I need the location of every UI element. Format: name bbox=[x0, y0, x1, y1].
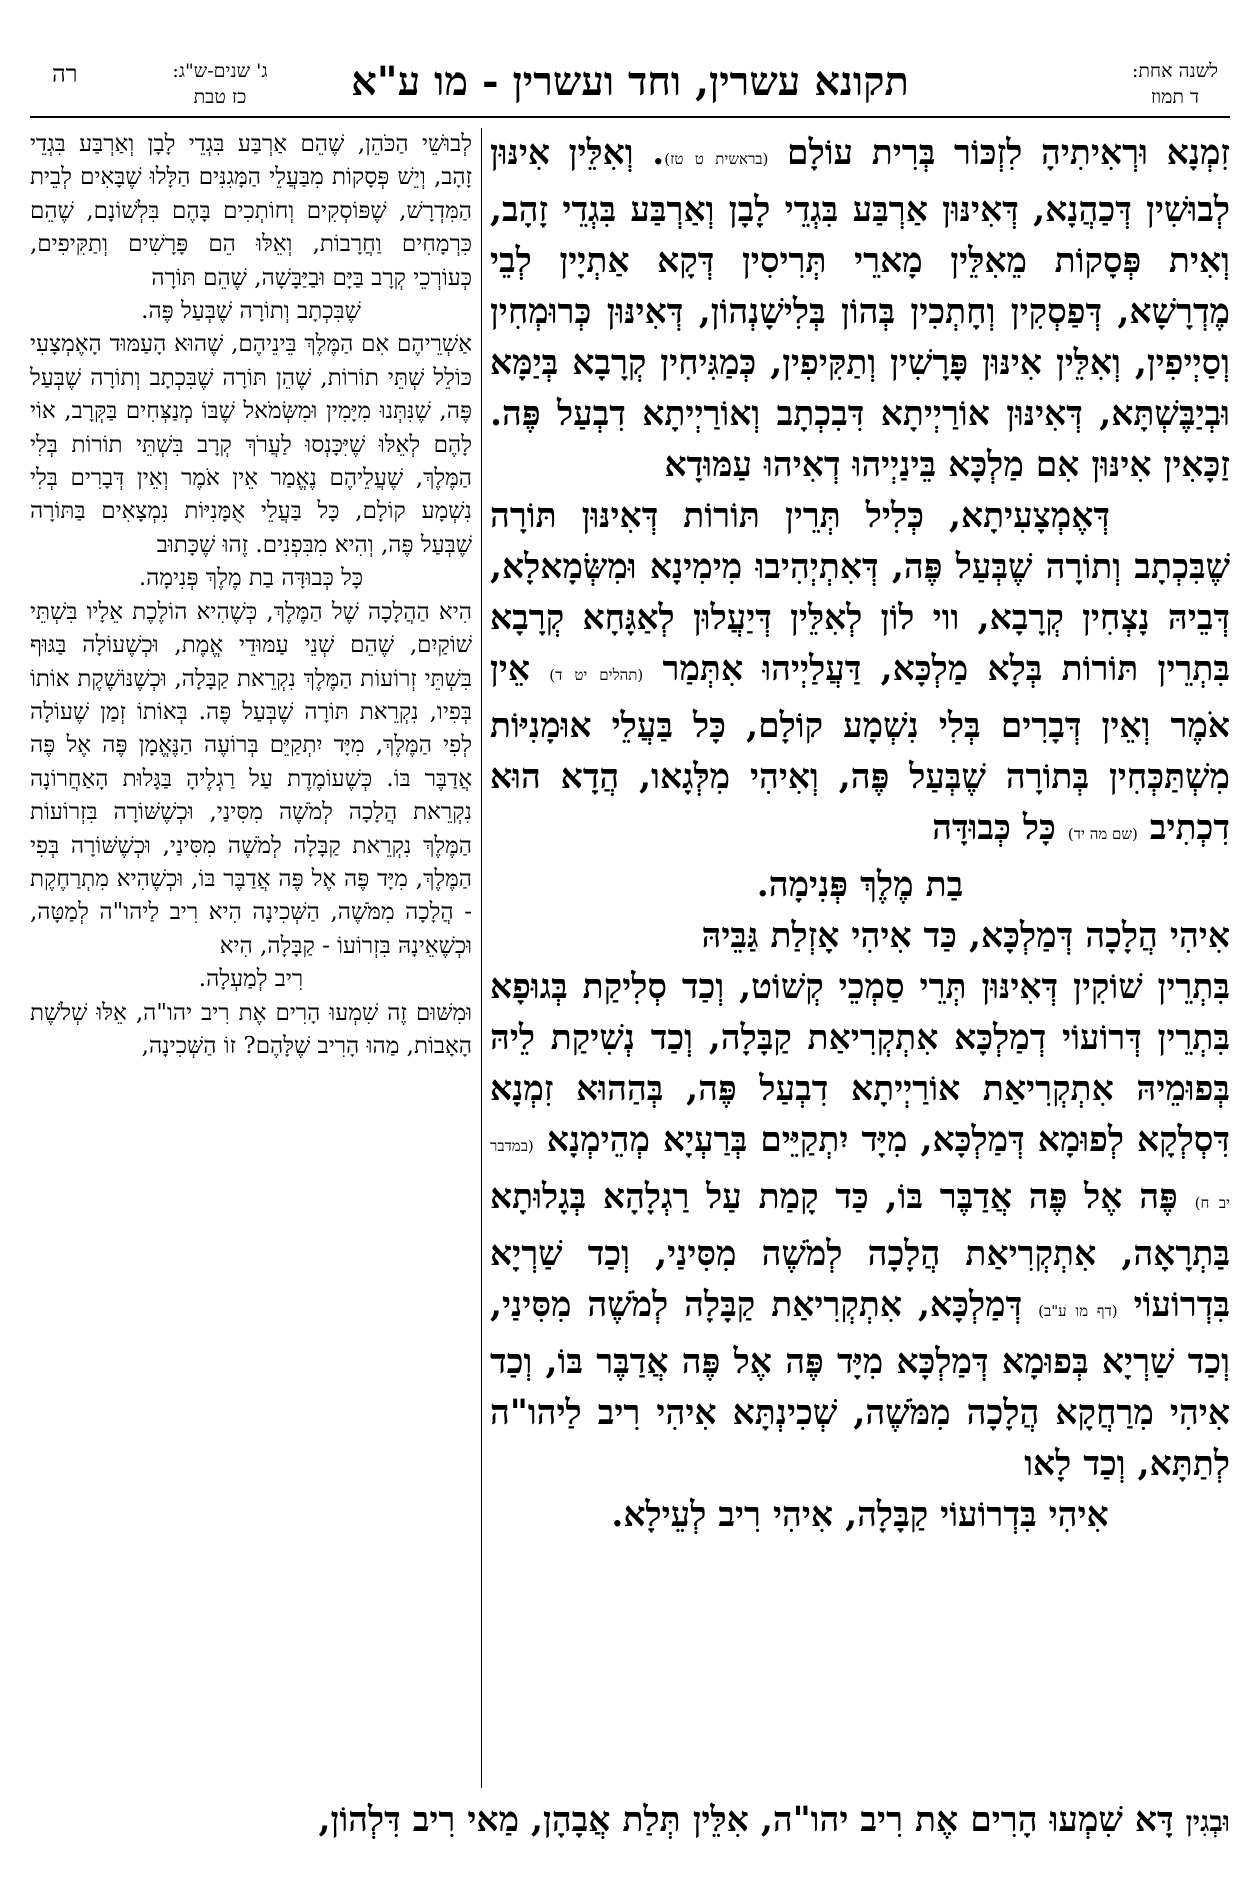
verse-reference: (תהלים יט ד) bbox=[549, 666, 644, 684]
bottom-text: דָּא שִׁמְעוּ הָרִים אֶת רִיב יהו"ה, אִלֵּין תְּלַת אֲבָהָן, מַאי רִיב דִּלְהוֹן, bbox=[318, 1800, 1174, 1840]
main-line-2d: בַת מֶלֶךְ פְּנִימָה. bbox=[756, 865, 964, 905]
verse-reference: (בראשית ט טז) bbox=[664, 150, 769, 168]
main-text-3b: בִּתְרֵין שׁוֹקִין דְּאִינּוּן תְּרֵי סַמְכֵי קְשׁוֹט, וְכַד סְלִיקַת בְּגוּפָא בִּתְרֵין דְּרוֹעוֹי דְמַלְכָּא אִתְקְרִיאַת קַבָּלָה, וְכַד נְשִׁיקַת לֵיהּ בְּפוּמֵיהּ אִתְקְרִיאַת אוֹרַיְיתָא דִבְעַל פֶּה, בְּהַהוּא זִמְנָא דִּסְלְקָא לְפוּמָא דְּמַלְכָּא, מִיָּד יִתְקַיֵּים בְּרַעְיָא מְהֵימְנָא bbox=[490, 967, 1230, 1160]
column-divider bbox=[481, 128, 482, 1788]
header-left-line2: כז טבת bbox=[193, 86, 247, 108]
bottom-catchline bbox=[30, 1795, 1230, 1847]
hebrew-translation-column bbox=[30, 128, 472, 1808]
main-paragraph-1 bbox=[490, 128, 1230, 491]
header-schedule-note bbox=[155, 58, 285, 110]
side-line-1b: שֶׁבִּכְתָב וְתוֹרָה שֶׁבְּעַל פֶּה. bbox=[141, 298, 361, 325]
side-paragraph-1: לְבוּשֵׁי הַכֹּהֵן, שֶׁהֵם אַרְבַּע בִּגְדֵי לָבָן וְאַרְבַּע בִּגְדֵי זָהָב, וְיֵשׁ פְּסָקוֹת מִבַּעֲלֵי הַמָּגִנִּים הַלָּלוּ שֶׁבָּאִים לְבֵית הַמִּדְרָשׁ, שֶׁפּוֹסְקִים וְחוֹתְכִים בָּהֶם בִּלְשׁוֹנָם, שֶׁהֵם כִּרְמָחִים וַחֲרָבוֹת, וְאֵלּוּ הֵם פָּרָשִׁים וְתַקִּיפִים, כְּעוֹרְכֵי קְרָב בַּיָּם וּבַיַּבָּשָׁה, שֶׁהֵם תּוֹרָה bbox=[30, 131, 472, 291]
main-aramaic-column bbox=[490, 128, 1230, 1788]
header-right-line1: לשנה אחת: bbox=[1131, 60, 1219, 82]
page-number: רה bbox=[52, 60, 78, 88]
header-left-line1: ג' שנים-ש"ג: bbox=[172, 60, 268, 82]
page-header bbox=[30, 48, 1230, 120]
main-text-2c: כָּל כְּבוּדָּה bbox=[932, 808, 1056, 848]
main-text-1: זִמְנָא וּרְאִיתִיהָ לִזְכּוֹר בְּרִית עוֹלָם bbox=[787, 133, 1230, 173]
main-text-2b: אֵין אֹמֶר וְאֵין דְּבָרִים בְּלִי נִשְׁמָע קוֹלָם, כָּל בַּעֲלֵי אוּמָנִיּוֹת מִשְׁתַּכְּחִין בְּתוֹרָה שֶׁבְּעַל פֶּה, וְאִיהִי מִלְּגָאו, הֲדָא הוּא דִכְתִיב bbox=[490, 649, 1230, 848]
side-paragraph-3: הִיא הַהֲלָכָה שֶׁל הַמֶּלֶךְ, כְּשֶׁהִיא הוֹלֶכֶת אֵלָיו בִּשְׁתֵּי שׁוֹקַיִם, שֶׁהֵם שְׁנֵי עַמּוּדֵי אֱמֶת, וּכְשֶׁעוֹלָה בַּגּוּף בִּשְׁתֵּי זְרוֹעוֹת הַמֶּלֶךְ נִקְרֵאת קַבָּלָה, וּכְשֶׁנּוֹשֶׁקֶת אוֹתוֹ בְּפִיו, נִקְרֵאת תּוֹרָה שֶׁבְּעַל פֶּה. בְּאוֹתוֹ זְמַן שֶׁעוֹלָה לְפִי הַמֶּלֶךְ, מִיָּד יִתְקַיֵּם בְּרוֹעֶה הַנֶּאֱמָן פֶּה אֶל פֶּה אֲדַבֶּר בּוֹ. כְּשֶׁעוֹמֶדֶת עַל רַגְלֶיהָ בַּגָּלוּת הָאַחֲרוֹנָה נִקְרֵאת הֲלָכָה לְמֹשֶׁה מִסִּינַי, וּכְשֶׁשּׁוֹרָה בִּזְרוֹעוֹת הַמֶּלֶךְ נִקְרֵאת קַבָּלָה לְמֹשֶׁה מִסִּינַי, וּכְשֶׁשּׁוֹרָה בְּפִי הַמֶּלֶךְ, מִיָּד פֶּה אֶל פֶּה אֲדַבֶּר בּוֹ, וּכְשֶׁהִיא מִתְרַחֶקֶת - הֲלָכָה מִמֹּשֶׁה, הַשְּׁכִינָה הִיא רִיב לַיהו"ה לְמַטָּה, וּכְשֶׁאֵינָהּ בִּזְרוֹעוֹ - קַבָּלָה, הִיא bbox=[30, 598, 472, 959]
header-right-line2: ד תמוז bbox=[1150, 86, 1200, 108]
main-paragraph-3b bbox=[490, 962, 1230, 1490]
main-line-3e: אִיהִי בִּדְרוֹעוֹי קַבָּלָה, אִיהִי רִיב לְעֵילָא. bbox=[611, 1495, 1109, 1535]
main-text-3: אִיהִי הֲלָכָה דְּמַלְכָּא, כַּד אִיהִי אָזְלַת גַּבֵּיהּ bbox=[701, 916, 1230, 956]
main-text-3d: דְּמַלְכָּא, אִתְקְרִיאַת קַבָּלָה לְמֹשֶׁה מִסִּינַי, וְכַד שַׁרְיָא בְּפוּמָא דְּמַלְכָּא מִיָּד פֶּה אֶל פֶּה אֲדַבֶּר בּוֹ, וְכַד אִיהִי מִרַחֲקָא הֲלָכָה מִמֹּשֶׁה, שְׁכִינְתָּא אִיהִי רִיב לַיהו"ה לְתַתָּא, וְכַד לָאו bbox=[490, 1285, 1230, 1484]
folio-reference: (דף מו ע"ב) bbox=[1038, 1302, 1118, 1320]
main-paragraph-2 bbox=[490, 491, 1230, 860]
main-text-1b: . וְאִלֵּין אִינּוּן לְבוּשִׁין דְּכַהֲנָא, דְּאִינּוּן אַרְבַּע בִּגְדֵי לָבָן וְאַרְבַּע בִּגְדֵי זָהָב, וְאִית פְּסָקוֹת מֵאִלֵּין מָארֵי תְּרִיסִין דְּקָא אַתְיָין לְבֵי מֶדְרָשָׁא, דְּפַסְקִין וְחָתְכִין בְּהוֹן בְּלִישָׁנְהוֹן, דְּאִינּוּן כְּרוּמְחִין וְסַיְיפִין, וְאִלֵּין אִינּוּן פָּרָשִׁין וְתַקִּיפִין, כְּמַגִּיחִין קְרָבָא בְּיַמָּא וּבְיַבֶּשְׁתָּא, דְּאִינּוּן אוֹרַיְיתָא דִּבִכְתָב וְאוֹרַיְיתָא דִבְעַל פֶּה. זַכָּאִין אִינּוּן אִם מַלְכָּא בֵּינַיְיהוּ דְאִיהוּ עַמּוּדָא bbox=[490, 133, 1230, 485]
verse-reference: (במדבר יב ח) bbox=[490, 1137, 1230, 1212]
side-line-3b: רִיב לְמַעְלָה. bbox=[198, 966, 304, 993]
side-line-2b: כָּל כְּבוּדָּה בַת מֶלֶךְ פְּנִימָה. bbox=[138, 565, 364, 592]
header-rule bbox=[30, 116, 1230, 118]
verse-reference: (שם מה יד) bbox=[1067, 825, 1138, 843]
main-text-3c: פֶּה אֶל פֶּה אֲדַבֶּר בּוֹ, כַּד קָמַת עַל רַגְלָהָא בְּגָלוּתָא בַּתְרָאָה, אִתְקְרִיאַת הֲלָכָה לְמֹשֶׁה מִסִּינַי, וְכַד שַׁרְיָא בִּדְרוֹעוֹי bbox=[490, 1177, 1230, 1325]
header-date-note bbox=[1080, 58, 1230, 110]
main-text-2: דְּאֶמְצָעִיתָא, כְּלִיל תְּרֵין תּוֹרוֹת דְּאִינּוּן תּוֹרָה שֶׁבִּכְתָב וְתוֹרָה שֶׁבְּעַל פֶּה, דְּאִתְיְהִיבוּ מִימִינָא וּמִשְּׂמָאלָא, דְּבֵיהּ נָצְחִין קְרָבָא, ווי לוֹן לְאִלֵּין דְּיַעֲלוּן לְאַגָּחָא קְרָבָא בִּתְרֵין תּוֹרוֹת בְּלָא מַלְכָּא, דַּעֲלַיְיהוּ אִתְּמַר bbox=[490, 496, 1230, 689]
side-paragraph-2: אַשְׁרֵיהֶם אִם הַמֶּלֶךְ בֵּינֵיהֶם, שֶׁהוּא הָעַמּוּד הָאֶמְצָעִי כּוֹלֵל שְׁתֵּי תוֹרוֹת, שֶׁהֵן תּוֹרָה שֶׁבִּכְתָב וְתוֹרָה שֶׁבְּעַל פֶּה, שֶׁנִּתְּנוּ מִיָּמִין וּמִשְּׂמֹאל שֶׁבּוֹ מְנַצְּחִים בַּקְּרָב, אוֹי לָהֶם לְאֵלּוּ שֶׁיִּכָּנְסוּ לַעֲרֹךְ קְרָב בִּשְׁתֵּי תוֹרוֹת בְּלִי הַמֶּלֶךְ, שֶׁעֲלֵיהֶם נֶאֱמַר אֵין אֹמֶר וְאֵין דְּבָרִים בְּלִי נִשְׁמָע קוֹלָם, כָּל בַּעֲלֵי אֻמָּנִיּוֹת נִמְצָאִים בַּתּוֹרָה שֶׁבְּעַל פֶּה, וְהִיא מִבִּפְנִים. זֶהוּ שֶׁכָּתוּב bbox=[30, 331, 472, 558]
bottom-lead-word: וּבְגִין bbox=[1185, 1805, 1230, 1838]
side-paragraph-4: וּמִשּׁוּם זֶה שִׁמְעוּ הָרִים אֶת רִיב יהו"ה, אֵלּוּ שְׁלֹשֶׁת הָאָבוֹת, מַהוּ הָרִיב שֶׁלָּהֶם? זוֹ הַשְּׁכִינָה, bbox=[30, 999, 472, 1059]
main-paragraph-3 bbox=[490, 911, 1230, 962]
page-title: תקונא עשרין, וחד ועשרין - מו ע"א bbox=[351, 58, 909, 105]
